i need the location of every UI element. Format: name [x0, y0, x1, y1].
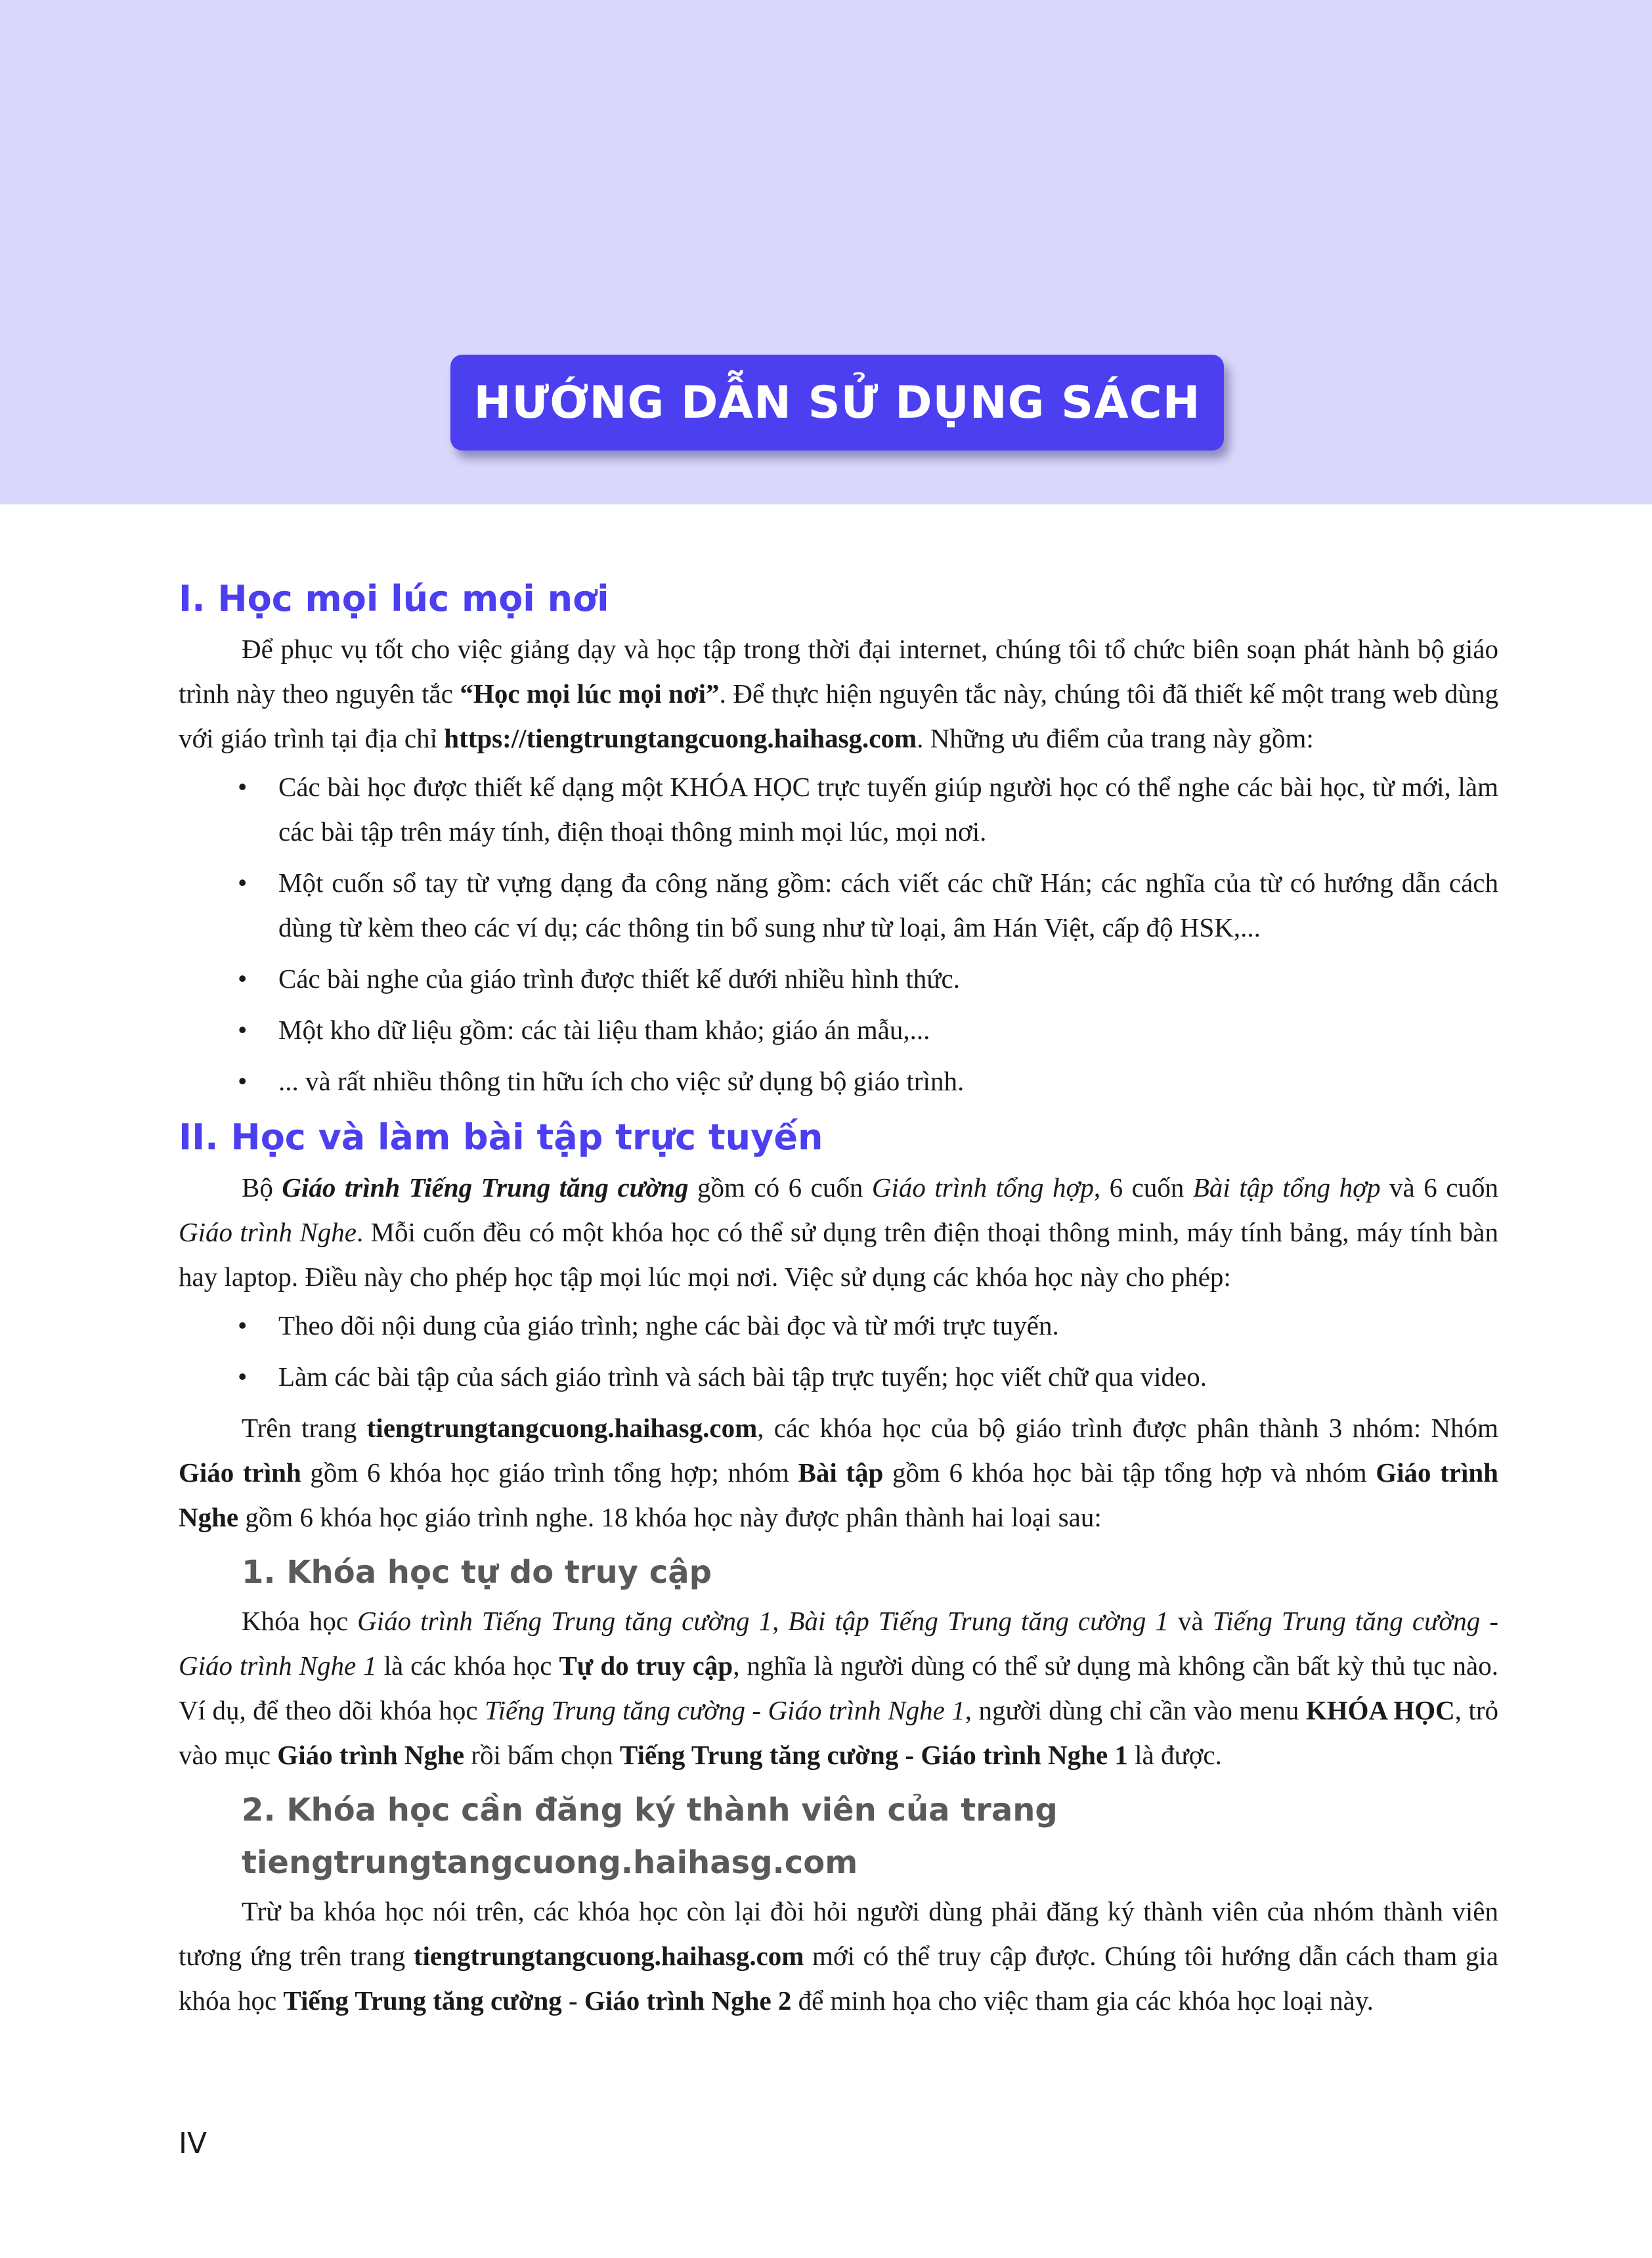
section-2-heading: II. Học và làm bài tập trực tuyến [179, 1117, 823, 1158]
section-2-list [179, 1303, 1498, 1399]
title-banner [450, 355, 1224, 451]
subsection-1-heading: 1. Khóa học tự do truy cập [242, 1554, 712, 1591]
page-title: HƯỚNG DẪN SỬ DỤNG SÁCH [473, 376, 1201, 429]
list-item: • Các bài nghe của giáo trình được thiết kế dưới nhiều hình thức. [278, 956, 1498, 1001]
section-2-paragraph-2: Trên trang tiengtrungtangcuong.haihasg.com, các khóa học của bộ giáo trình được phân thành 3 nhóm: Nhóm Giáo trình gồm 6 khóa học giáo trình tổng hợp; nhóm Bài tập gồm 6 khóa học bài tập tổng hợp và nhóm Giáo trình Nghe gồm 6 khóa học giáo trình nghe. 18 khóa học này được phân thành hai loại sau: [179, 1413, 1498, 1532]
list-item: • Làm các bài tập của sách giáo trình và sách bài tập trực tuyến; học viết chữ qua video. [278, 1354, 1498, 1399]
main-content [179, 571, 1498, 2023]
subsection-1-paragraph: Khóa học Giáo trình Tiếng Trung tăng cường 1, Bài tập Tiếng Trung tăng cường 1 và Tiếng Trung tăng cường - Giáo trình Nghe 1 là các khóa học Tự do truy cập, nghĩa là người dùng có thể sử dụng mà không cần bất kỳ thủ tục nào. Ví dụ, để theo dõi khóa học Tiếng Trung tăng cường - Giáo trình Nghe 1, người dùng chỉ cần vào menu KHÓA HỌC, trỏ vào mục Giáo trình Nghe rồi bấm chọn Tiếng Trung tăng cường - Giáo trình Nghe 1 là được. [179, 1606, 1499, 1770]
list-item: • Một cuốn sổ tay từ vựng dạng đa công năng gồm: cách viết các chữ Hán; các nghĩa của từ có hướng dẫn cách dùng từ kèm theo các ví dụ; các thông tin bổ sung như từ loại, âm Hán Việt, cấp độ HSK,... [278, 860, 1498, 950]
list-item: • Theo dõi nội dung của giáo trình; nghe các bài đọc và từ mới trực tuyến. [278, 1303, 1498, 1348]
section-1-paragraph: Để phục vụ tốt cho việc giảng dạy và học tập trong thời đại internet, chúng tôi tổ chức biên soạn phát hành bộ giáo trình này theo nguyên tắc “Học mọi lúc mọi nơi”. Để thực hiện nguyên tắc này, chúng tôi đã thiết kế một trang web dùng với giáo trình tại địa chỉ https://tiengtrungtangcuong.haihasg.com. Những ưu điểm của trang này gồm: [179, 634, 1498, 753]
subsection-2-heading: 2. Khóa học cần đăng ký thành viên của trang tiengtrungtangcuong.haihasg.com [242, 1792, 1058, 1881]
header-band [0, 0, 1652, 504]
list-item: • Các bài học được thiết kế dạng một KHÓA HỌC trực tuyến giúp người học có thể nghe các bài học, từ mới, làm các bài tập trên máy tính, điện thoại thông minh mọi lúc, mọi nơi. [278, 764, 1498, 854]
page-number: IV [179, 2127, 207, 2160]
section-1-heading: I. Học mọi lúc mọi nơi [179, 578, 609, 619]
list-item: • ... và rất nhiều thông tin hữu ích cho việc sử dụng bộ giáo trình. [278, 1059, 1498, 1103]
subsection-2-paragraph: Trừ ba khóa học nói trên, các khóa học còn lại đòi hỏi người dùng phải đăng ký thành viên của nhóm thành viên tương ứng trên trang tiengtrungtangcuong.haihasg.com mới có thể truy cập được. Chúng tôi hướng dẫn cách tham gia khóa học Tiếng Trung tăng cường - Giáo trình Nghe 2 để minh họa cho việc tham gia các khóa học loại này. [179, 1896, 1499, 2016]
section-2-paragraph-1: Bộ Giáo trình Tiếng Trung tăng cường gồm có 6 cuốn Giáo trình tổng hợp, 6 cuốn Bài tập tổng hợp và 6 cuốn Giáo trình Nghe. Mỗi cuốn đều có một khóa học có thể sử dụng trên điện thoại thông minh, máy tính bảng, máy tính bàn hay laptop. Điều này cho phép học tập mọi lúc mọi nơi. Việc sử dụng các khóa học này cho phép: [179, 1172, 1498, 1292]
list-item: • Một kho dữ liệu gồm: các tài liệu tham khảo; giáo án mẫu,... [278, 1007, 1498, 1052]
section-1-list [179, 764, 1498, 1103]
